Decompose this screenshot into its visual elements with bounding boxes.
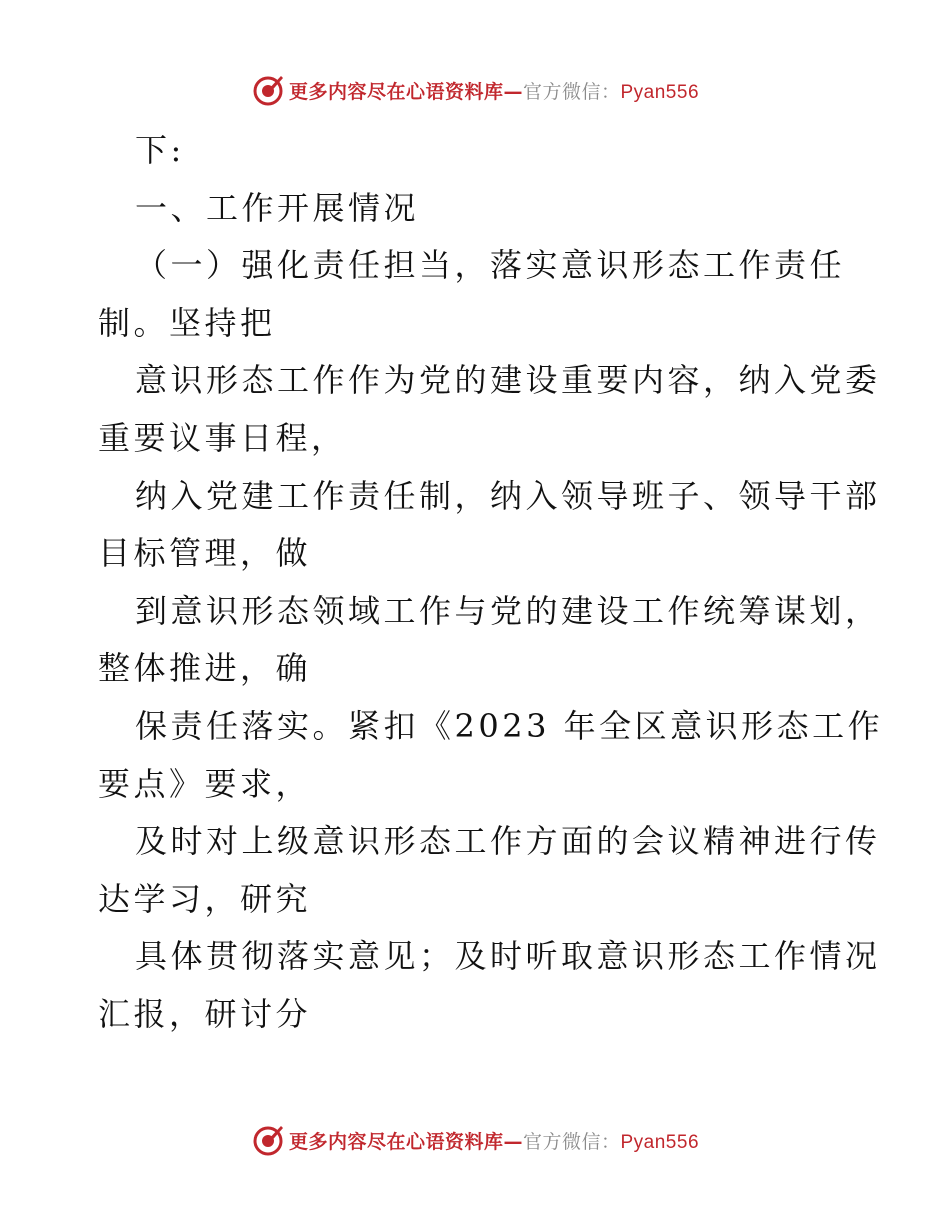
body-line: 纳入党建工作责任制，纳入领导班子、领导干部 <box>135 476 881 515</box>
watermark-dash: — <box>503 80 523 103</box>
body-line: 到意识形态领域工作与党的建设工作统筹谋划， <box>135 591 881 630</box>
quill-logo-icon <box>251 73 285 107</box>
watermark-banner-bottom <box>0 1120 950 1160</box>
watermark-wechat-label: 官方微信： <box>522 80 621 103</box>
watermark-wechat-id: Pyan556 <box>620 1131 700 1153</box>
body-line: 及时对上级意识形态工作方面的会议精神进行传 <box>135 822 881 861</box>
body-line: 整体推进，确 <box>98 649 312 688</box>
body-line: 下: <box>135 131 185 169</box>
body-line: 重要议事日程， <box>98 418 347 457</box>
quill-logo-icon <box>251 1123 285 1157</box>
section-heading: 一、工作开展情况 <box>135 188 420 227</box>
body-line: 具体贯彻落实意见；及时听取意识形态工作情况 <box>135 937 881 976</box>
watermark-wechat-label: 官方微信： <box>522 1130 621 1153</box>
body-line: 保责任落实。紧扣《2023 年全区意识形态工作 <box>135 706 884 745</box>
body-line: 要点》要求， <box>98 764 312 803</box>
document-body <box>98 122 884 1044</box>
body-line: 汇报，研讨分 <box>98 994 312 1033</box>
body-line: 制。坚持把 <box>98 303 276 342</box>
watermark-brand-text: 更多内容尽在心语资料库 <box>288 80 504 103</box>
subsection-heading: （一）强化责任担当，落实意识形态工作责任 <box>135 246 846 285</box>
body-line: 达学习，研究 <box>98 879 312 918</box>
body-line: 意识形态工作作为党的建设重要内容，纳入党委 <box>135 361 881 400</box>
body-line: 目标管理，做 <box>98 534 312 573</box>
watermark-banner-top <box>0 70 950 110</box>
watermark-dash: — <box>503 1130 523 1153</box>
watermark-brand-text: 更多内容尽在心语资料库 <box>288 1130 504 1153</box>
watermark-wechat-id: Pyan556 <box>620 81 700 103</box>
